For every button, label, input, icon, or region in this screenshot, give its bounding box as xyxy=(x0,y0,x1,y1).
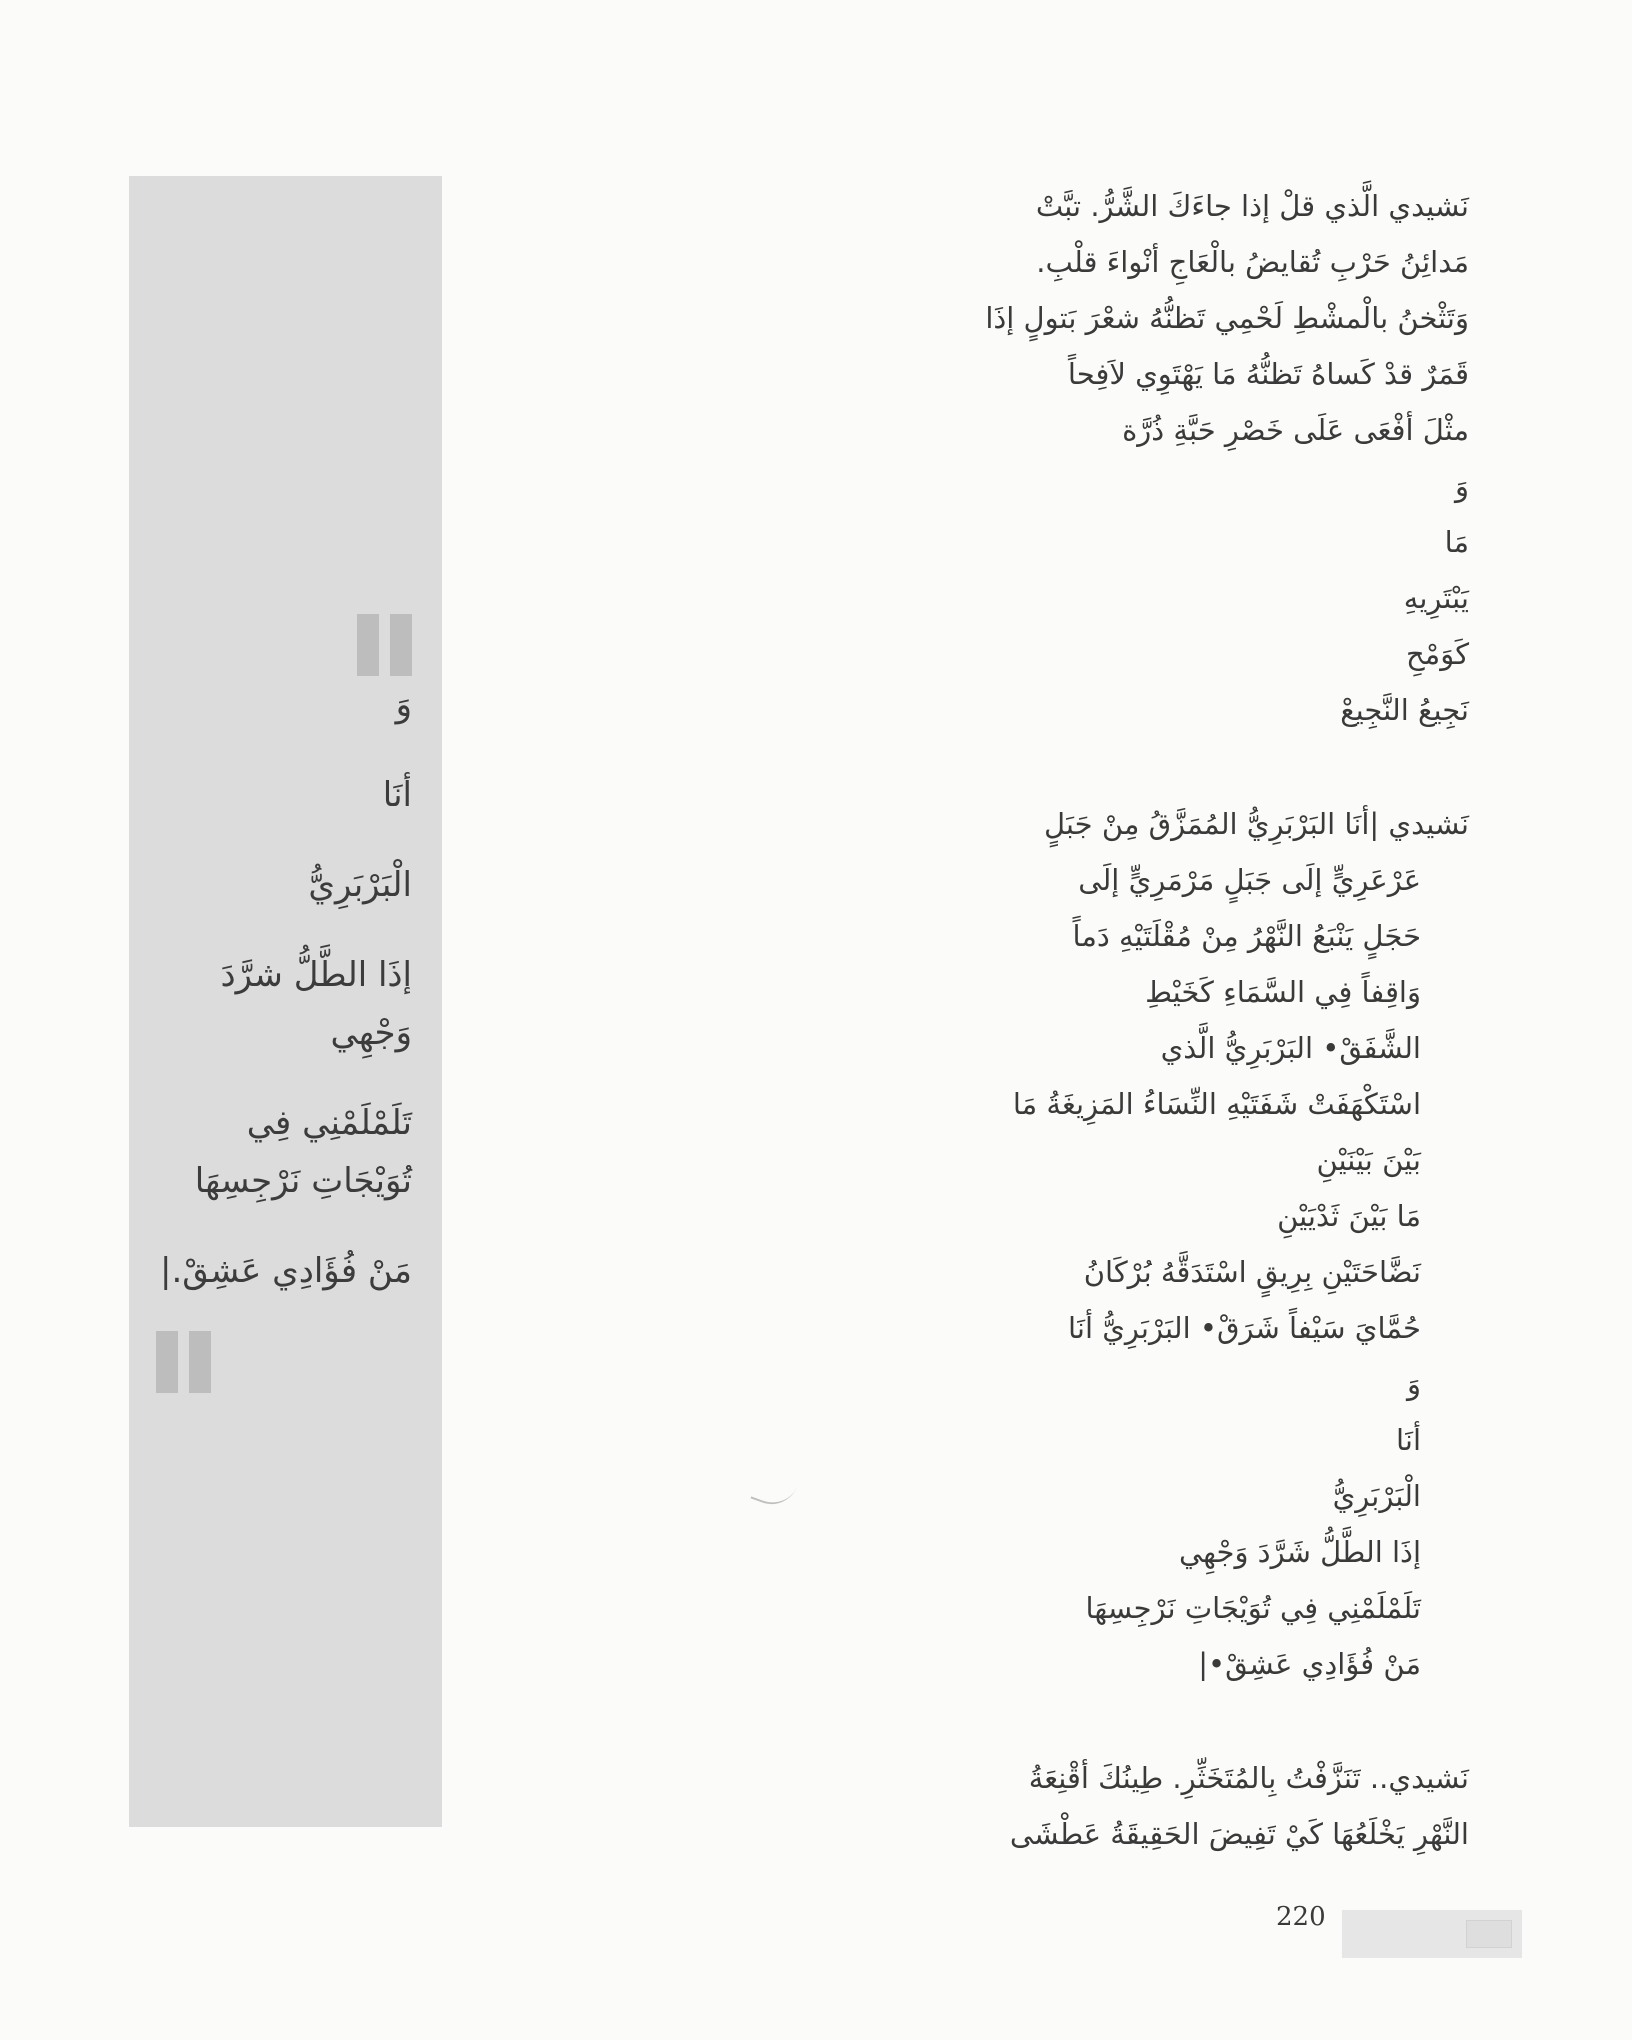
closing-quote-mark-icon xyxy=(156,1331,212,1393)
poem-line: وَتَثْخنُ بالْمشْطِ لَحْمِي تَظنُّهُ شعْرَ بَتولٍ إذَا xyxy=(985,301,1469,335)
poem-line: نَشيدي |أنَا البَرْبَرِيُّ المُمَزَّقُ مِنْ جَبَلٍ xyxy=(1043,807,1469,841)
poem-line: نَشيدي.. تَنَزَّفْتُ بِالمُتَخَثِّرِ. طِينُكَ أقْنِعَةُ xyxy=(1028,1761,1469,1795)
poem-line: أنَا xyxy=(1396,1423,1421,1457)
poem-line: حَجَلٍ يَنْبَعُ النَّهْرُ مِنْ مُقْلَتَيْهِ دَماً xyxy=(1072,919,1421,953)
poem-line: مَنْ فُؤَادِي عَشِقْ•| xyxy=(1198,1647,1421,1681)
poem-line: بَيْنَ بَيْنَيْنِ xyxy=(1316,1143,1421,1177)
poem-line: حُمَّايَ سَيْفاً شَرَقْ• البَرْبَرِيُّ أنَا xyxy=(1068,1311,1421,1345)
poem-line: يَبْتَرِيهِ xyxy=(1403,581,1469,615)
poem-line: نَضَّاحَتَيْنِ بِرِيقٍ اسْتَدَقَّهُ بُرْكَانُ xyxy=(1083,1255,1421,1289)
pull-quote-line: إذَا الطَّلُّ شرَّدَ xyxy=(220,955,412,995)
pull-quote-line: تَلَمْلَمْنِي فِي xyxy=(246,1103,412,1143)
pull-quote-box xyxy=(129,176,442,1827)
page-number: 220 xyxy=(1276,1902,1326,1932)
poem-line: مَدائِنُ حَرْبِ تُقايضُ بالْعَاجِ أنْواءَ قلْبِ. xyxy=(1036,245,1469,279)
poem-body xyxy=(769,178,1469,1862)
poem-line: النَّهْرِ يَخْلَعُهَا كَيْ تَفِيضَ الحَقِيقَةُ عَطْشَى xyxy=(1009,1817,1469,1851)
poem-line: مَا بَيْنَ ثَدْيَيْنِ xyxy=(1277,1199,1421,1233)
poem-line: إذَا الطَّلُّ شَرَّدَ وَجْهِي xyxy=(1178,1535,1421,1569)
poem-line: نَشيدي الَّذي قلْ إذا جاءَكَ الشَّرُّ. تبَّتْ xyxy=(1035,189,1469,223)
pull-quote-text xyxy=(152,676,412,1300)
stanza-3 xyxy=(769,1750,1469,1862)
opening-quote-mark-icon xyxy=(357,614,413,676)
stanza-1 xyxy=(769,178,1469,738)
poem-line: اسْتَكْهَفَتْ شَفَتَيْهِ النِّسَاءُ المَزِيغَةُ مَا xyxy=(1012,1087,1421,1121)
poem-line: وَاقِفاً فِي السَّمَاءِ كَخَيْطِ xyxy=(1145,975,1421,1009)
pull-quote-line: وَجْهِي xyxy=(330,1013,412,1053)
pull-quote-line: تُوَيْجَاتِ نَرْجِسِهَا xyxy=(194,1161,412,1201)
poem-line: مثْلَ أفْعَى عَلَى خَصْرِ حَبَّةِ ذُرَّة xyxy=(1122,413,1469,447)
pull-quote-line: مَنْ فُؤَادِي عَشِقْ.| xyxy=(160,1251,412,1291)
poem-line: مَا xyxy=(1444,525,1469,559)
footer-logo-strip xyxy=(1342,1910,1522,1958)
poem-line: وَ xyxy=(1454,469,1469,503)
publisher-logo-icon xyxy=(1466,1920,1512,1948)
poem-line: الْبَرْبَرِيُّ xyxy=(1332,1479,1421,1513)
pull-quote-line: الْبَرْبَرِيُّ xyxy=(308,865,412,905)
poem-line: الشَّفَقْ• البَرْبَرِيُّ الَّذي xyxy=(1160,1031,1421,1065)
poem-line: نَجِيعُ النَّجِيعْ xyxy=(1340,693,1469,727)
pull-quote-line: وَ xyxy=(395,685,412,725)
poem-line: وَ xyxy=(1406,1367,1421,1401)
pull-quote-line: أنَا xyxy=(382,775,412,815)
poem-line: كَوَمْحِ xyxy=(1405,637,1469,671)
poem-line: قَمَرٌ قدْ كَساهُ تَظنُّهُ مَا يَهْتَوِي لاَفِحاً xyxy=(1067,357,1469,391)
stanza-2 xyxy=(769,796,1469,1692)
poem-line: تَلَمْلَمْنِي فِي تُوَيْجَاتِ نَرْجِسِهَا xyxy=(1085,1591,1421,1625)
poem-line: عَرْعَرِيٍّ إلَى جَبَلٍ مَرْمَرِيٍّ إلَى xyxy=(1078,863,1421,897)
